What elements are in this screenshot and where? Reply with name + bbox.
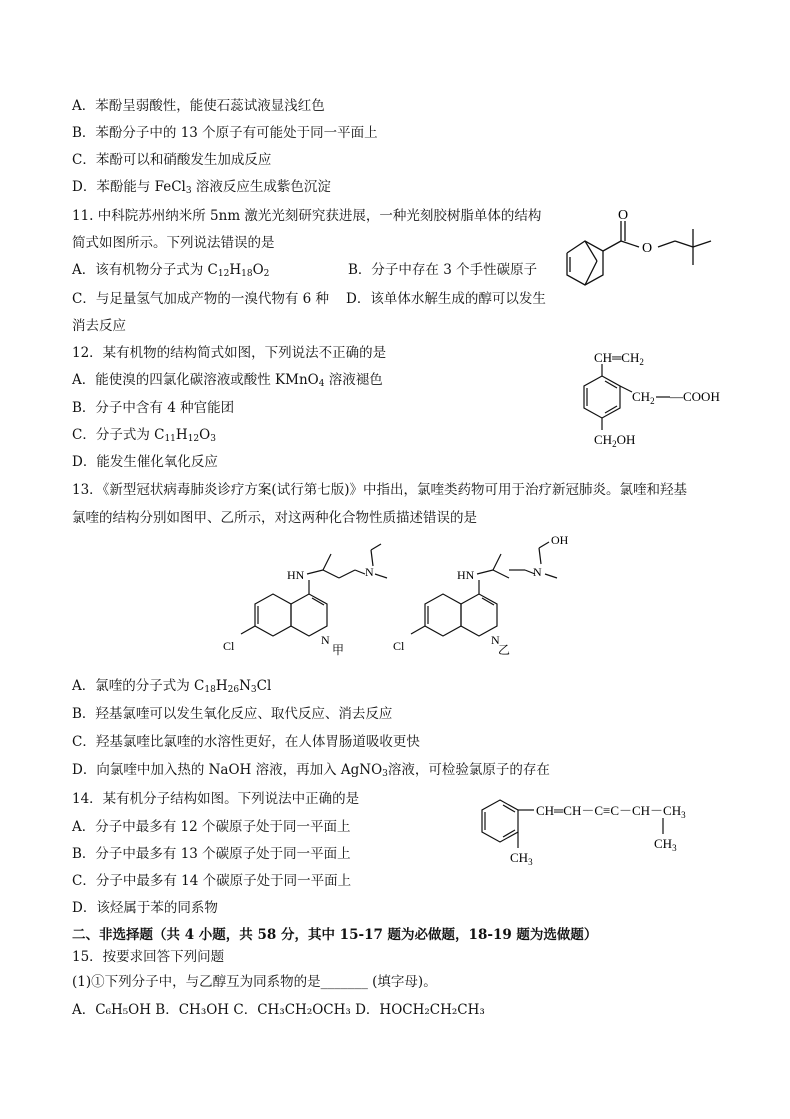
svg-text:CH═CH2: $CH═CH_2$ <box>594 350 644 367</box>
q14-stem: 14．某有机分子结构如图。下列说法中正确的是 <box>72 791 360 807</box>
section2-title: 二、非选择题（共 4 小题，共 58 分，其中 15-17 题为必做题，18-19 题为选做题） <box>72 927 598 943</box>
q13-option-d: D．向氯喹中加入热的 NaOH 溶液，再加入 AgNO$_3$溶液，可检验氯原子的存在 <box>72 762 550 779</box>
svg-text:N: N <box>491 633 500 647</box>
q14-option-d: D．该烃属于苯的同系物 <box>72 900 218 916</box>
q15-stem: 15．按要求回答下列问题 <box>72 949 225 965</box>
q11-stem-line1: 11. 中科院苏州纳米所 5nm 激光光刻研究获进展，一种光刻胶树脂单体的结构 <box>72 208 542 224</box>
svg-text:HN: HN <box>287 568 305 582</box>
q12-option-a: A．能使溴的四氯化碳溶液或酸性 KMnO$_4$ 溶液褪色 <box>72 372 383 389</box>
q14-structure-figure <box>470 790 730 870</box>
q10-option-b: B．苯酚分子中的 13 个原子有可能处于同一平面上 <box>72 125 378 141</box>
svg-text:N: N <box>533 565 542 579</box>
q14-option-a: A．分子中最多有 12 个碳原子处于同一平面上 <box>72 819 351 835</box>
q10-option-c: C．苯酚可以和硝酸发生加成反应 <box>72 152 272 168</box>
q12-option-c: C．分子式为 $C_{11}H_{12}O_3$ <box>72 427 216 444</box>
svg-text:CH2OH: $CH_2OH$ <box>594 432 636 449</box>
svg-text:CH3: $CH_3$ <box>510 850 533 867</box>
q13-stem-line1: 13．《新型冠状病毒肺炎诊疗方案(试行第七版)》中指出，氯喹类药物可用于治疗新冠肺炎。氯喹和羟基 <box>72 482 687 498</box>
svg-text:N: N <box>365 565 374 579</box>
q15-options: A．C₆H₅OH B．CH₃OH C．CH₃CH₂OCH₃ D．HOCH₂CH₂CH₃ <box>72 1002 485 1018</box>
q13-structure-figures <box>215 532 595 662</box>
svg-text:CH═CH－C≡C－CH－CH3: $CH═CH-C\equiv C-CH-CH_3$ <box>536 803 686 820</box>
q11-option-d-line2: 消去反应 <box>72 318 126 334</box>
svg-text:Cl: Cl <box>223 639 235 653</box>
q12-option-d: D．能发生催化氧化反应 <box>72 454 218 470</box>
q11-option-a: A．该有机物分子式为 $C_{12}H_{18}O_2$ <box>72 262 270 279</box>
svg-text:OH: OH <box>551 533 569 547</box>
svg-text:Cl: Cl <box>393 639 405 653</box>
q11-fig-ester-o: O <box>642 241 653 256</box>
q11-option-c: C．与足量氢气加成产物的一溴代物有 6 种 <box>72 291 330 307</box>
q11-structure-figure <box>555 205 735 300</box>
q11-fig-carbonyl-o: O <box>618 208 629 223</box>
q13-option-c: C．羟基氯喹比氯喹的水溶性更好，在人体胃肠道吸收更快 <box>72 734 420 750</box>
q13-stem-line2: 氯喹的结构分别如图甲、乙所示，对这两种化合物性质描述错误的是 <box>72 510 477 526</box>
q12-stem: 12．某有机物的结构简式如图，下列说法不正确的是 <box>72 345 387 361</box>
q14-option-b: B．分子中最多有 13 个碳原子处于同一平面上 <box>72 846 351 862</box>
q12-option-b: B．分子中含有 4 种官能团 <box>72 400 235 416</box>
q11-option-d-line1: D．该单体水解生成的醇可以发生 <box>346 291 546 307</box>
q11-stem-line2: 简式如图所示。下列说法错误的是 <box>72 235 275 251</box>
svg-text:CH3: $CH_3$ <box>654 836 677 853</box>
svg-text:N: N <box>321 633 330 647</box>
q10-option-d: D．苯酚能与 FeCl$_3$ 溶液反应生成紫色沉淀 <box>72 179 331 196</box>
svg-text:CH2: $CH_2$ <box>632 389 655 406</box>
q15-sub1: (1)①下列分子中，与乙醇互为同系物的是_______ (填字母)。 <box>72 974 437 990</box>
q13-option-b: B．羟基氯喹可以发生氧化反应、取代反应、消去反应 <box>72 706 393 722</box>
q11-option-b: B．分子中存在 3 个手性碳原子 <box>348 262 538 278</box>
q12-structure-figure <box>572 346 742 456</box>
q13-label-yi: 乙 <box>498 643 511 657</box>
svg-text:HN: HN <box>457 568 475 582</box>
q13-option-a: A．氯喹的分子式为 $C_{18}H_{26}N_3Cl$ <box>72 678 272 695</box>
q10-option-a: A．苯酚呈弱酸性，能使石蕊试液显浅红色 <box>72 98 325 114</box>
q13-label-jia: 甲 <box>332 643 345 657</box>
svg-text:—COOH: —COOH <box>670 389 720 404</box>
q14-option-c: C．分子中最多有 14 个碳原子处于同一平面上 <box>72 873 352 889</box>
